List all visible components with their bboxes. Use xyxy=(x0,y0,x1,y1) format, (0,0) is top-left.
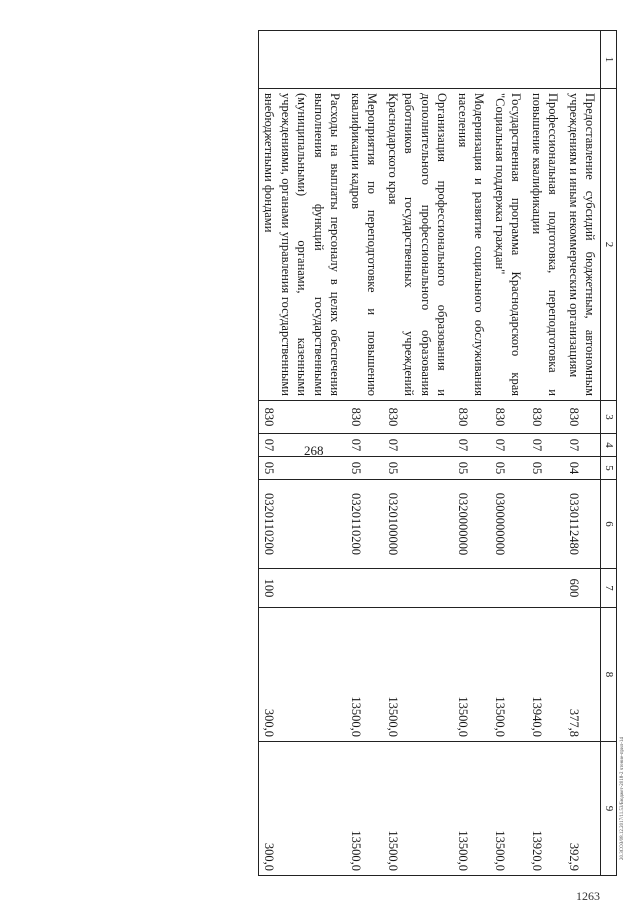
header-cell: 2 xyxy=(601,89,617,401)
ministry-code-cell: 830 xyxy=(489,401,526,434)
target-article-cell: 0320110200 xyxy=(258,480,345,569)
section-code-cell: 07 xyxy=(489,434,526,457)
ministry-code-cell: 830 xyxy=(526,401,563,434)
target-article-cell: 0320100000 xyxy=(382,480,452,569)
amount-2018-cell: 13500,0 xyxy=(489,608,526,742)
ministry-code-cell: 830 xyxy=(345,401,382,434)
table-row xyxy=(526,31,563,876)
ministry-code-cell: 830 xyxy=(563,401,601,434)
ministry-code-cell: 830 xyxy=(258,401,345,434)
header-cell: 8 xyxy=(601,608,617,742)
target-article-cell: 0320110200 xyxy=(345,480,382,569)
row-name-cell: Расходы на выплаты персоналу в целях обеспечения выполнения функций государственными (муниципальными) органами, казенными учреждениями, органами управления государственными внебюджетными фондами xyxy=(258,89,345,401)
expense-type-cell xyxy=(345,569,382,608)
amount-2019-cell: 392,9 xyxy=(563,742,601,876)
target-article-cell: 0320000000 xyxy=(452,480,489,569)
section-code-cell: 07 xyxy=(452,434,489,457)
expense-type-cell xyxy=(526,569,563,608)
subsection-code-cell: 05 xyxy=(452,457,489,480)
amount-2018-cell: 377,8 xyxy=(563,608,601,742)
header-row xyxy=(601,31,617,876)
row-name-cell: Организация профессионального образования и дополнительного профессионального образования работников государственных учреждений Краснодарского края xyxy=(382,89,452,401)
table-row xyxy=(563,31,601,876)
subsection-code-cell: 05 xyxy=(382,457,452,480)
section-code-cell: 07 xyxy=(382,434,452,457)
rotated-table-wrapper xyxy=(87,30,617,875)
target-article-cell xyxy=(526,480,563,569)
table-row xyxy=(452,31,489,876)
ministry-code-cell: 830 xyxy=(452,401,489,434)
header-cell: 9 xyxy=(601,742,617,876)
ministry-code-cell: 830 xyxy=(382,401,452,434)
section-code-cell: 07 xyxy=(563,434,601,457)
amount-2018-cell: 13500,0 xyxy=(345,608,382,742)
amount-2019-cell: 300,0 xyxy=(258,742,345,876)
row-name-cell: Модернизация и развитие социального обслуживания населения xyxy=(452,89,489,401)
amount-2019-cell: 13500,0 xyxy=(382,742,452,876)
amount-2019-cell: 13500,0 xyxy=(345,742,382,876)
row-name-cell: Предоставление субсидий бюджетным, автономным учреждениям и иным некоммерческим организациям xyxy=(563,89,601,401)
header-cell: 5 xyxy=(601,457,617,480)
header-cell: 3 xyxy=(601,401,617,434)
subsection-code-cell: 04 xyxy=(563,457,601,480)
subsection-code-cell: 05 xyxy=(489,457,526,480)
row-index-cell xyxy=(526,31,563,89)
row-index-cell xyxy=(452,31,489,89)
section-code-cell: 07 xyxy=(526,434,563,457)
table-row xyxy=(489,31,526,876)
table-row xyxy=(258,31,345,876)
row-name-cell: Профессиональная подготовка, переподготовка и повышение квалификации xyxy=(526,89,563,401)
amount-2018-cell: 13500,0 xyxy=(452,608,489,742)
table-row xyxy=(345,31,382,876)
target-article-cell: 0330112480 xyxy=(563,480,601,569)
file-path-footer: 20.3СОЗ/08.12.2017/11.53/Бюджет-2018-2 чтение-прил-14 xyxy=(620,737,625,860)
header-cell: 4 xyxy=(601,434,617,457)
section-code-cell: 07 xyxy=(345,434,382,457)
table-row xyxy=(382,31,452,876)
row-name-cell: Государственная программа Краснодарского края "Социальная поддержка граждан" xyxy=(489,89,526,401)
section-code-cell: 07 xyxy=(258,434,345,457)
amount-2019-cell: 13500,0 xyxy=(452,742,489,876)
amount-2018-cell: 300,0 xyxy=(258,608,345,742)
header-cell: 6 xyxy=(601,480,617,569)
row-index-cell xyxy=(382,31,452,89)
expense-type-cell xyxy=(382,569,452,608)
target-article-cell: 0300000000 xyxy=(489,480,526,569)
expense-type-cell xyxy=(489,569,526,608)
budget-table xyxy=(258,30,617,876)
header-cell: 7 xyxy=(601,569,617,608)
subsection-code-cell: 05 xyxy=(258,457,345,480)
header-cell: 1 xyxy=(601,31,617,89)
subsection-code-cell: 05 xyxy=(526,457,563,480)
amount-2018-cell: 13940,0 xyxy=(526,608,563,742)
expense-type-cell xyxy=(452,569,489,608)
amount-2018-cell: 13500,0 xyxy=(382,608,452,742)
subsection-code-cell: 05 xyxy=(345,457,382,480)
amount-2019-cell: 13500,0 xyxy=(489,742,526,876)
row-index-cell xyxy=(345,31,382,89)
archive-number: 1263 xyxy=(576,889,600,903)
expense-type-cell: 100 xyxy=(258,569,345,608)
amount-2019-cell: 13920,0 xyxy=(526,742,563,876)
row-name-cell: Мероприятия по переподготовке и повышению квалификации кадров xyxy=(345,89,382,401)
row-index-cell xyxy=(258,31,345,89)
row-index-cell xyxy=(563,31,601,89)
row-index-cell xyxy=(489,31,526,89)
expense-type-cell: 600 xyxy=(563,569,601,608)
page-number: 268 xyxy=(304,443,324,458)
